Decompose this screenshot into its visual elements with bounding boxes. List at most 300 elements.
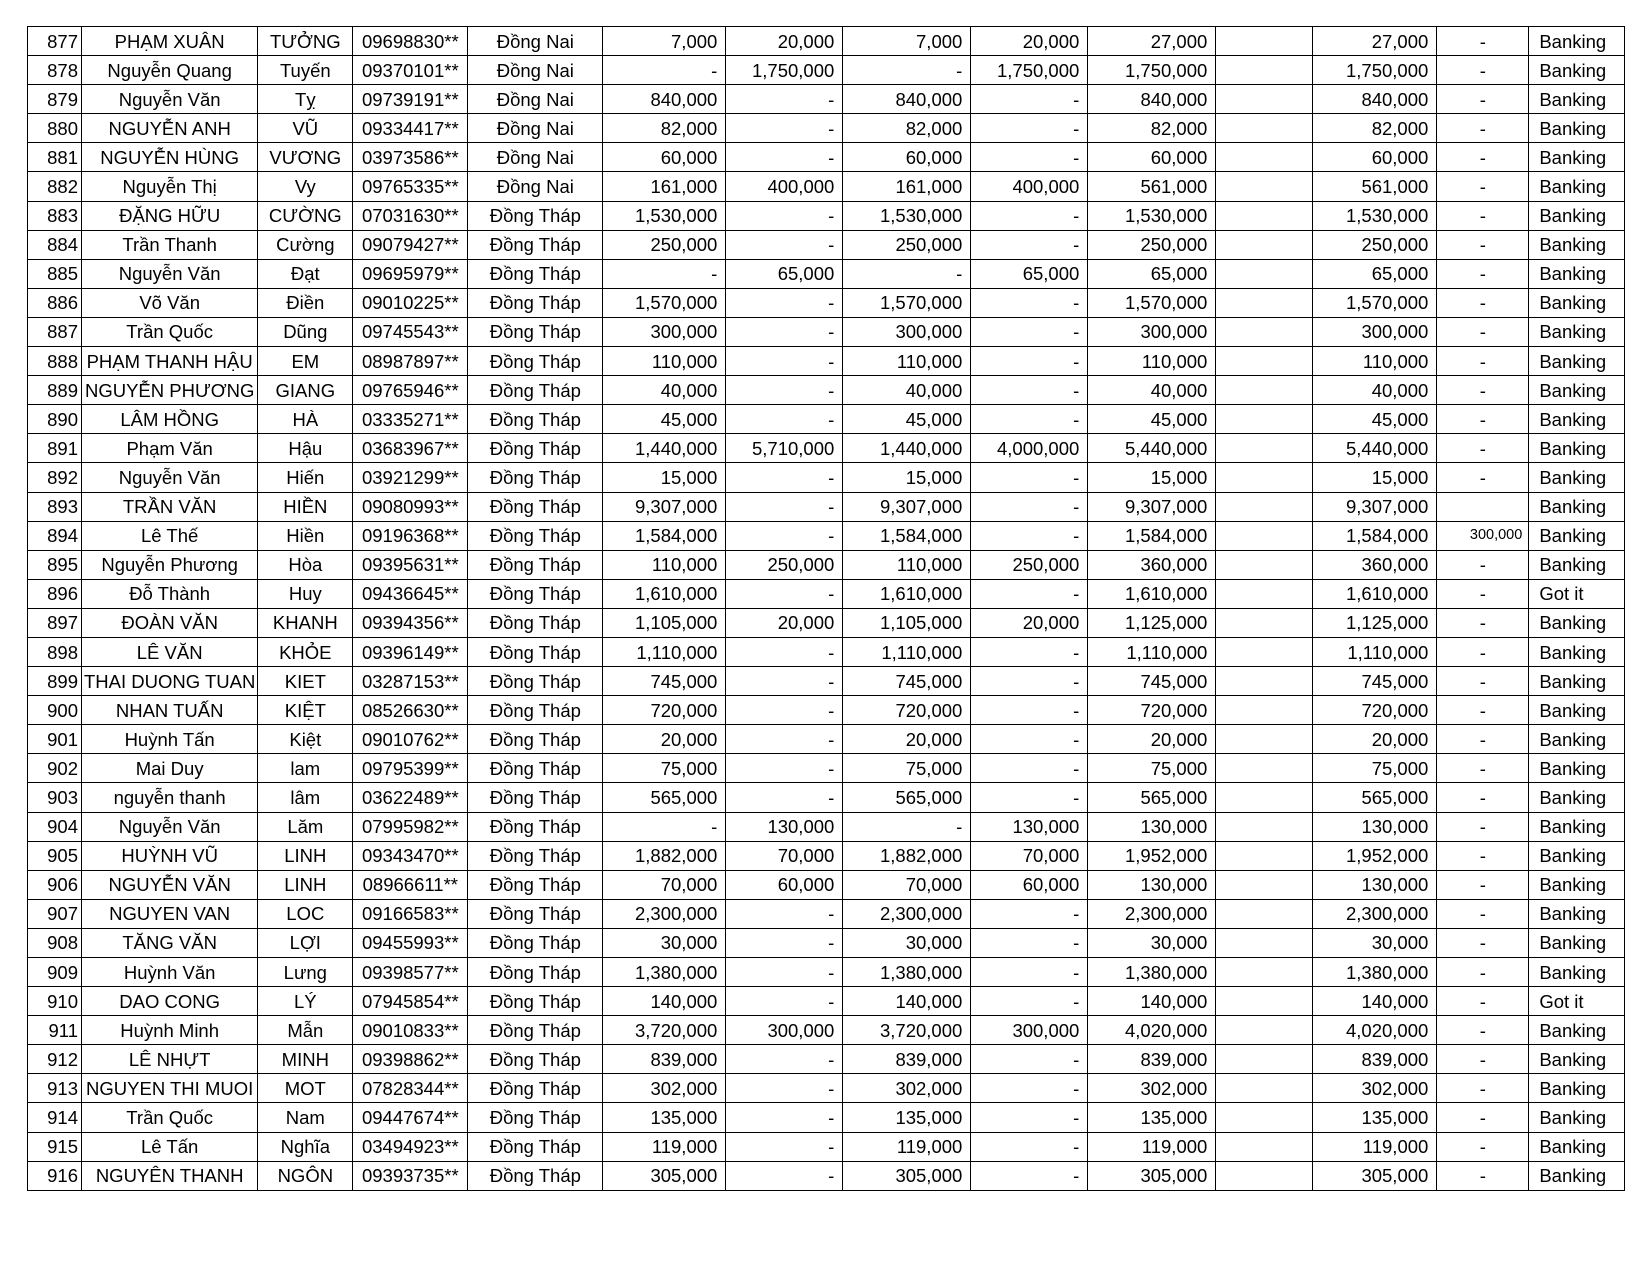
paid-amount-cell: 720,000 (1313, 696, 1437, 725)
amount-1-cell: 15,000 (603, 463, 726, 492)
province-cell: Đồng Tháp (468, 550, 603, 579)
amount-3-cell: 30,000 (843, 928, 971, 957)
first-names-cell: NGUYÊN THANH (82, 1161, 258, 1190)
amount-1-cell: 7,000 (603, 27, 726, 56)
province-cell: Đồng Tháp (468, 463, 603, 492)
blank-cell-cell (1216, 27, 1313, 56)
blank-cell-cell (1216, 754, 1313, 783)
blank-cell-cell (1216, 1016, 1313, 1045)
amount-1-cell: 119,000 (603, 1132, 726, 1161)
fee-amount-cell: - (1437, 230, 1529, 259)
blank-cell-cell (1216, 376, 1313, 405)
amount-4-cell: - (971, 288, 1088, 317)
fee-amount-cell: - (1437, 376, 1529, 405)
total-amount-cell: 305,000 (1088, 1161, 1216, 1190)
payment-method-cell: Banking (1529, 667, 1625, 696)
fee-amount-cell: - (1437, 288, 1529, 317)
amount-1-cell: 30,000 (603, 928, 726, 957)
amount-3-cell: 9,307,000 (843, 492, 971, 521)
amount-2-cell: - (726, 1161, 843, 1190)
payment-method-cell: Banking (1529, 725, 1625, 754)
amount-1-cell: 45,000 (603, 405, 726, 434)
amount-2-cell: - (726, 1132, 843, 1161)
last-name-cell: Điền (258, 288, 353, 317)
total-amount-cell: 1,610,000 (1088, 579, 1216, 608)
amount-3-cell: 75,000 (843, 754, 971, 783)
fee-amount-cell: - (1437, 172, 1529, 201)
province-cell: Đồng Nai (468, 56, 603, 85)
first-names-cell: Đỗ Thành (82, 579, 258, 608)
province-cell: Đồng Nai (468, 85, 603, 114)
last-name-cell: Hiền (258, 521, 353, 550)
fee-amount-cell: - (1437, 637, 1529, 666)
amount-4-cell: - (971, 1045, 1088, 1074)
amount-1-cell: 1,440,000 (603, 434, 726, 463)
row-number-cell: 907 (28, 899, 82, 928)
first-names-cell: PHẠM XUÂN (82, 27, 258, 56)
row-number-cell: 903 (28, 783, 82, 812)
last-name-cell: LOC (258, 899, 353, 928)
table-row (28, 1103, 1625, 1132)
table-row (28, 201, 1625, 230)
first-names-cell: Trần Quốc (82, 317, 258, 346)
paid-amount-cell: 1,380,000 (1313, 958, 1437, 987)
fee-amount-cell: - (1437, 405, 1529, 434)
blank-cell-cell (1216, 172, 1313, 201)
amount-1-cell: - (603, 259, 726, 288)
amount-4-cell: - (971, 376, 1088, 405)
total-amount-cell: 30,000 (1088, 928, 1216, 957)
paid-amount-cell: 561,000 (1313, 172, 1437, 201)
amount-2-cell: - (726, 958, 843, 987)
phone-masked-cell: 09447674** (353, 1103, 468, 1132)
fee-amount-cell: - (1437, 841, 1529, 870)
first-names-cell: NHAN TUẤN (82, 696, 258, 725)
total-amount-cell: 4,020,000 (1088, 1016, 1216, 1045)
fee-amount-cell: - (1437, 899, 1529, 928)
first-names-cell: Mai Duy (82, 754, 258, 783)
phone-masked-cell: 03683967** (353, 434, 468, 463)
amount-2-cell: 130,000 (726, 812, 843, 841)
amount-4-cell: - (971, 1161, 1088, 1190)
amount-3-cell: 305,000 (843, 1161, 971, 1190)
total-amount-cell: 130,000 (1088, 870, 1216, 899)
row-number-cell: 890 (28, 405, 82, 434)
payment-method-cell: Banking (1529, 172, 1625, 201)
amount-3-cell: - (843, 56, 971, 85)
amount-2-cell: 1,750,000 (726, 56, 843, 85)
row-number-cell: 902 (28, 754, 82, 783)
paid-amount-cell: 302,000 (1313, 1074, 1437, 1103)
payment-method-cell: Banking (1529, 870, 1625, 899)
amount-4-cell: - (971, 579, 1088, 608)
last-name-cell: MINH (258, 1045, 353, 1074)
row-number-cell: 905 (28, 841, 82, 870)
blank-cell-cell (1216, 608, 1313, 637)
amount-1-cell: 745,000 (603, 667, 726, 696)
phone-masked-cell: 09010762** (353, 725, 468, 754)
row-number-cell: 901 (28, 725, 82, 754)
row-number-cell: 885 (28, 259, 82, 288)
amount-4-cell: - (971, 317, 1088, 346)
amount-1-cell: 60,000 (603, 143, 726, 172)
row-number-cell: 883 (28, 201, 82, 230)
phone-masked-cell: 09698830** (353, 27, 468, 56)
first-names-cell: Nguyễn Văn (82, 259, 258, 288)
payment-method-cell: Banking (1529, 841, 1625, 870)
phone-masked-cell: 09079427** (353, 230, 468, 259)
amount-3-cell: 1,380,000 (843, 958, 971, 987)
first-names-cell: Trần Thanh (82, 230, 258, 259)
row-number-cell: 893 (28, 492, 82, 521)
last-name-cell: GIANG (258, 376, 353, 405)
last-name-cell: Nam (258, 1103, 353, 1132)
paid-amount-cell: 5,440,000 (1313, 434, 1437, 463)
first-names-cell: Nguyễn Phương (82, 550, 258, 579)
amount-1-cell: 9,307,000 (603, 492, 726, 521)
table-row (28, 696, 1625, 725)
paid-amount-cell: 60,000 (1313, 143, 1437, 172)
payment-method-cell: Banking (1529, 1016, 1625, 1045)
amount-1-cell: 1,105,000 (603, 608, 726, 637)
last-name-cell: MOT (258, 1074, 353, 1103)
paid-amount-cell: 130,000 (1313, 812, 1437, 841)
amount-2-cell: - (726, 1103, 843, 1132)
amount-2-cell: 70,000 (726, 841, 843, 870)
last-name-cell: LÝ (258, 987, 353, 1016)
blank-cell-cell (1216, 958, 1313, 987)
phone-masked-cell: 09395631** (353, 550, 468, 579)
last-name-cell: VŨ (258, 114, 353, 143)
first-names-cell: Huỳnh Văn (82, 958, 258, 987)
paid-amount-cell: 360,000 (1313, 550, 1437, 579)
amount-2-cell: - (726, 347, 843, 376)
amount-1-cell: 110,000 (603, 550, 726, 579)
amount-2-cell: - (726, 987, 843, 1016)
last-name-cell: KIỆT (258, 696, 353, 725)
payment-method-cell: Banking (1529, 754, 1625, 783)
payment-method-cell: Banking (1529, 143, 1625, 172)
phone-masked-cell: 08987897** (353, 347, 468, 376)
amount-4-cell: - (971, 143, 1088, 172)
total-amount-cell: 135,000 (1088, 1103, 1216, 1132)
table-row (28, 550, 1625, 579)
last-name-cell: Lưng (258, 958, 353, 987)
first-names-cell: Nguyễn Thị (82, 172, 258, 201)
amount-1-cell: 3,720,000 (603, 1016, 726, 1045)
last-name-cell: TƯỞNG (258, 27, 353, 56)
paid-amount-cell: 30,000 (1313, 928, 1437, 957)
amount-3-cell: 565,000 (843, 783, 971, 812)
row-number-cell: 911 (28, 1016, 82, 1045)
first-names-cell: Lê Tấn (82, 1132, 258, 1161)
first-names-cell: Nguyễn Văn (82, 85, 258, 114)
table-row (28, 870, 1625, 899)
amount-4-cell: 70,000 (971, 841, 1088, 870)
province-cell: Đồng Tháp (468, 201, 603, 230)
payment-method-cell: Banking (1529, 317, 1625, 346)
fee-amount-cell: - (1437, 56, 1529, 85)
last-name-cell: NGÔN (258, 1161, 353, 1190)
total-amount-cell: 140,000 (1088, 987, 1216, 1016)
province-cell: Đồng Nai (468, 27, 603, 56)
phone-masked-cell: 03622489** (353, 783, 468, 812)
row-number-cell: 900 (28, 696, 82, 725)
fee-amount-cell: - (1437, 608, 1529, 637)
fee-amount-cell: - (1437, 667, 1529, 696)
first-names-cell: NGUYỄN ANH (82, 114, 258, 143)
row-number-cell: 899 (28, 667, 82, 696)
phone-masked-cell: 09695979** (353, 259, 468, 288)
amount-1-cell: 70,000 (603, 870, 726, 899)
first-names-cell: NGUYỄN VĂN (82, 870, 258, 899)
paid-amount-cell: 110,000 (1313, 347, 1437, 376)
last-name-cell: Hiến (258, 463, 353, 492)
row-number-cell: 884 (28, 230, 82, 259)
row-number-cell: 879 (28, 85, 82, 114)
table-row (28, 376, 1625, 405)
paid-amount-cell: 119,000 (1313, 1132, 1437, 1161)
amount-3-cell: 1,610,000 (843, 579, 971, 608)
fee-amount-cell: - (1437, 1074, 1529, 1103)
amount-3-cell: 2,300,000 (843, 899, 971, 928)
row-number-cell: 912 (28, 1045, 82, 1074)
total-amount-cell: 561,000 (1088, 172, 1216, 201)
blank-cell-cell (1216, 1074, 1313, 1103)
total-amount-cell: 840,000 (1088, 85, 1216, 114)
payment-method-cell: Banking (1529, 85, 1625, 114)
row-number-cell: 880 (28, 114, 82, 143)
amount-2-cell: 300,000 (726, 1016, 843, 1045)
phone-masked-cell: 09398577** (353, 958, 468, 987)
amount-3-cell: 720,000 (843, 696, 971, 725)
amount-4-cell: 4,000,000 (971, 434, 1088, 463)
last-name-cell: Dũng (258, 317, 353, 346)
amount-3-cell: 1,110,000 (843, 637, 971, 666)
paid-amount-cell: 135,000 (1313, 1103, 1437, 1132)
table-row (28, 405, 1625, 434)
phone-masked-cell: 07828344** (353, 1074, 468, 1103)
fee-amount-cell: - (1437, 259, 1529, 288)
table-row (28, 754, 1625, 783)
amount-3-cell: 7,000 (843, 27, 971, 56)
last-name-cell: HIỀN (258, 492, 353, 521)
table-row (28, 841, 1625, 870)
amount-4-cell: - (971, 958, 1088, 987)
amount-2-cell: 5,710,000 (726, 434, 843, 463)
first-names-cell: TRẦN VĂN (82, 492, 258, 521)
amount-3-cell: 70,000 (843, 870, 971, 899)
amount-2-cell: - (726, 1074, 843, 1103)
paid-amount-cell: 1,750,000 (1313, 56, 1437, 85)
blank-cell-cell (1216, 667, 1313, 696)
first-names-cell: Võ Văn (82, 288, 258, 317)
payment-method-cell: Banking (1529, 230, 1625, 259)
province-cell: Đồng Tháp (468, 230, 603, 259)
amount-3-cell: 60,000 (843, 143, 971, 172)
amount-4-cell: - (971, 1103, 1088, 1132)
amount-3-cell: 110,000 (843, 347, 971, 376)
fee-amount-cell: - (1437, 114, 1529, 143)
table-row (28, 667, 1625, 696)
fee-amount-cell: - (1437, 725, 1529, 754)
first-names-cell: Nguyễn Quang (82, 56, 258, 85)
first-names-cell: NGUYỄN HÙNG (82, 143, 258, 172)
payment-method-cell: Banking (1529, 463, 1625, 492)
first-names-cell: HUỲNH VŨ (82, 841, 258, 870)
payment-method-cell: Banking (1529, 56, 1625, 85)
amount-3-cell: 302,000 (843, 1074, 971, 1103)
paid-amount-cell: 140,000 (1313, 987, 1437, 1016)
payment-method-cell: Banking (1529, 376, 1625, 405)
last-name-cell: KHANH (258, 608, 353, 637)
phone-masked-cell: 07945854** (353, 987, 468, 1016)
fee-amount-cell: - (1437, 987, 1529, 1016)
amount-4-cell: - (971, 899, 1088, 928)
row-number-cell: 895 (28, 550, 82, 579)
amount-3-cell: 82,000 (843, 114, 971, 143)
phone-masked-cell: 09370101** (353, 56, 468, 85)
table-row (28, 579, 1625, 608)
phone-masked-cell: 07031630** (353, 201, 468, 230)
phone-masked-cell: 03494923** (353, 1132, 468, 1161)
paid-amount-cell: 839,000 (1313, 1045, 1437, 1074)
amount-3-cell: 40,000 (843, 376, 971, 405)
amount-4-cell: - (971, 725, 1088, 754)
row-number-cell: 888 (28, 347, 82, 376)
province-cell: Đồng Tháp (468, 1161, 603, 1190)
amount-1-cell: 302,000 (603, 1074, 726, 1103)
first-names-cell: nguyễn thanh (82, 783, 258, 812)
amount-4-cell: - (971, 201, 1088, 230)
payment-method-cell: Banking (1529, 696, 1625, 725)
total-amount-cell: 119,000 (1088, 1132, 1216, 1161)
blank-cell-cell (1216, 1103, 1313, 1132)
amount-4-cell: - (971, 1074, 1088, 1103)
fee-amount-cell: - (1437, 783, 1529, 812)
first-names-cell: THAI DUONG TUAN (82, 667, 258, 696)
last-name-cell: Vy (258, 172, 353, 201)
amount-3-cell: 1,530,000 (843, 201, 971, 230)
phone-masked-cell: 08966611** (353, 870, 468, 899)
first-names-cell: Lê Thế (82, 521, 258, 550)
province-cell: Đồng Tháp (468, 637, 603, 666)
amount-4-cell: 130,000 (971, 812, 1088, 841)
payment-method-cell: Banking (1529, 1161, 1625, 1190)
table-row (28, 783, 1625, 812)
amount-4-cell: 1,750,000 (971, 56, 1088, 85)
payment-method-cell: Banking (1529, 1074, 1625, 1103)
amount-3-cell: 20,000 (843, 725, 971, 754)
first-names-cell: Huỳnh Minh (82, 1016, 258, 1045)
payment-method-cell: Banking (1529, 1045, 1625, 1074)
paid-amount-cell: 1,110,000 (1313, 637, 1437, 666)
amount-1-cell: 1,610,000 (603, 579, 726, 608)
amount-3-cell: 1,105,000 (843, 608, 971, 637)
phone-masked-cell: 09436645** (353, 579, 468, 608)
phone-masked-cell: 09739191** (353, 85, 468, 114)
province-cell: Đồng Nai (468, 172, 603, 201)
total-amount-cell: 1,584,000 (1088, 521, 1216, 550)
row-number-cell: 904 (28, 812, 82, 841)
amount-2-cell: - (726, 667, 843, 696)
amount-2-cell: - (726, 288, 843, 317)
amount-3-cell: 1,882,000 (843, 841, 971, 870)
amount-1-cell: 135,000 (603, 1103, 726, 1132)
province-cell: Đồng Tháp (468, 521, 603, 550)
amount-4-cell: - (971, 230, 1088, 259)
amount-4-cell: 65,000 (971, 259, 1088, 288)
fee-amount-cell: - (1437, 27, 1529, 56)
blank-cell-cell (1216, 637, 1313, 666)
paid-amount-cell: 20,000 (1313, 725, 1437, 754)
province-cell: Đồng Tháp (468, 608, 603, 637)
total-amount-cell: 1,952,000 (1088, 841, 1216, 870)
last-name-cell: CƯỜNG (258, 201, 353, 230)
province-cell: Đồng Tháp (468, 376, 603, 405)
fee-amount-cell: - (1437, 143, 1529, 172)
amount-3-cell: - (843, 259, 971, 288)
amount-1-cell: 161,000 (603, 172, 726, 201)
first-names-cell: Huỳnh Tấn (82, 725, 258, 754)
amount-4-cell: 250,000 (971, 550, 1088, 579)
paid-amount-cell: 1,610,000 (1313, 579, 1437, 608)
province-cell: Đồng Tháp (468, 958, 603, 987)
phone-masked-cell: 09343470** (353, 841, 468, 870)
fee-amount-cell: - (1437, 201, 1529, 230)
table-row (28, 725, 1625, 754)
province-cell: Đồng Nai (468, 143, 603, 172)
last-name-cell: lâm (258, 783, 353, 812)
blank-cell-cell (1216, 899, 1313, 928)
fee-amount-cell: - (1437, 550, 1529, 579)
province-cell: Đồng Tháp (468, 288, 603, 317)
payment-method-cell: Banking (1529, 1103, 1625, 1132)
phone-masked-cell: 03335271** (353, 405, 468, 434)
amount-4-cell: - (971, 347, 1088, 376)
amount-4-cell: - (971, 783, 1088, 812)
last-name-cell: LINH (258, 870, 353, 899)
amount-1-cell: 140,000 (603, 987, 726, 1016)
fee-amount-cell: 300,000 (1437, 521, 1529, 550)
payment-method-cell: Banking (1529, 288, 1625, 317)
fee-amount-cell: - (1437, 1103, 1529, 1132)
row-number-cell: 896 (28, 579, 82, 608)
table-row (28, 230, 1625, 259)
total-amount-cell: 2,300,000 (1088, 899, 1216, 928)
paid-amount-cell: 2,300,000 (1313, 899, 1437, 928)
blank-cell-cell (1216, 870, 1313, 899)
total-amount-cell: 565,000 (1088, 783, 1216, 812)
table-row (28, 928, 1625, 957)
amount-4-cell: 20,000 (971, 27, 1088, 56)
amount-2-cell: - (726, 725, 843, 754)
phone-masked-cell: 09166583** (353, 899, 468, 928)
province-cell: Đồng Tháp (468, 667, 603, 696)
paid-amount-cell: 130,000 (1313, 870, 1437, 899)
amount-4-cell: 400,000 (971, 172, 1088, 201)
table-row (28, 1016, 1625, 1045)
blank-cell-cell (1216, 696, 1313, 725)
blank-cell-cell (1216, 841, 1313, 870)
amount-2-cell: 400,000 (726, 172, 843, 201)
table-row (28, 637, 1625, 666)
table-row (28, 114, 1625, 143)
phone-masked-cell: 09455993** (353, 928, 468, 957)
table-row (28, 958, 1625, 987)
total-amount-cell: 839,000 (1088, 1045, 1216, 1074)
payment-method-cell: Banking (1529, 958, 1625, 987)
